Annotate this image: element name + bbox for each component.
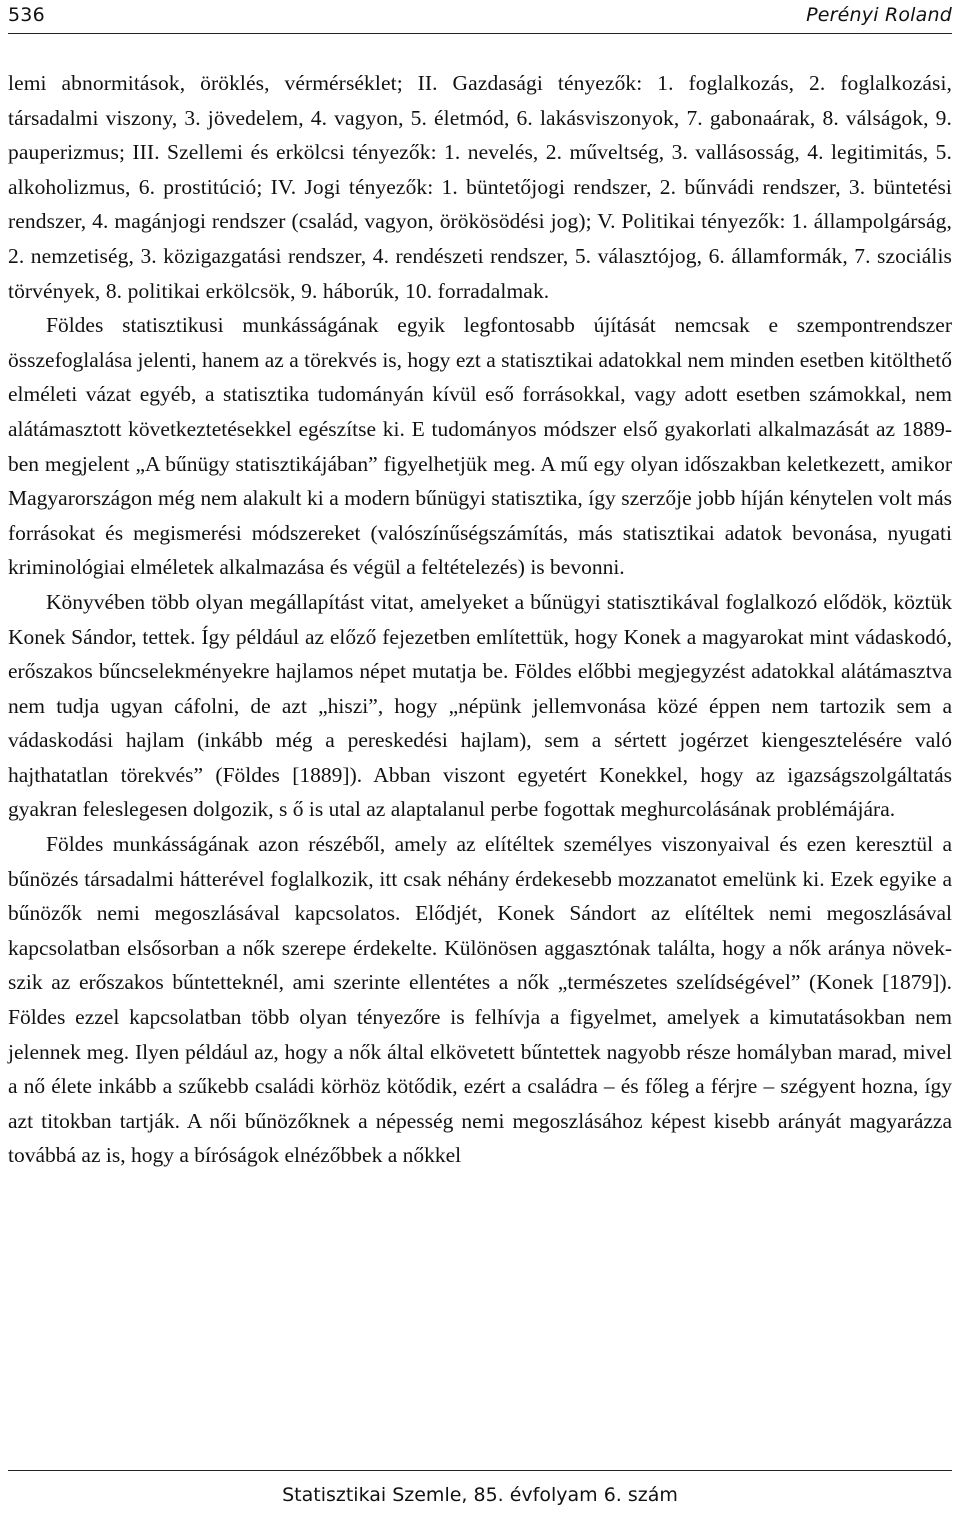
footer-divider [8,1470,952,1471]
journal-footer: Statisztikai Szemle, 85. évfolyam 6. szám [282,1484,678,1506]
paragraph-methodology: Földes statisztikusi munkásságának egyik legfontosabb újítását nemcsak e szempontrendszer összefoglalása jelenti, hanem az a törekvés is, hogy ezt a statisztikai adatokkal nem minden esetben kitölthető elméleti vázat egyéb, a statisztika tudományán kívül eső forrásokkal, vagy adott esetben számokkal, nem alátámasztott következtetésekkel egészítse ki. E tudományos módszer első gyakorlati alkalmazását az 1889-ben megjelent „A bűnügy statisztikájában” figyelhetjük meg. A mű egy olyan időszakban keletkezett, amikor Magyarországon még nem alakult ki a modern bűnügyi statisztika, így szerzője jobb híján kénytelen volt más forrásokat és megismerési módszereket (valószínűségszámítás, más statisztikai adatok bevonása, nyugati kriminológiai elméletek alkalmazása és végül a feltételezés) is bevonni. [8,313,952,580]
paragraph-gender-distribution: Földes munkásságának azon részéből, amely az elítéltek személyes viszonyaival és ezen keresztül a bűnözés társadalmi hátterével foglalkozik, itt csak néhány érdekesebb mozzanatot emelünk ki. Ezek egyike a bűnözők nemi megoszlásával kapcsolatos. Elődjét, Konek Sándort az elítéltek nemi megoszlásával kapcsolatban elsősorban a nők szerepe érdekelte. Különösen aggasztónak találta, hogy a nők aránya növekszik az erőszakos bűntetteknél, ami szerinte ellentétes a nők „természetes szelídségével” (Konek [1879]). Földes ezzel kapcsolatban több olyan tényezőre is felhívja a figyelmet, amelyek a kimutatásokban nem jelennek meg. Ilyen például az, hogy a nők által elkövetett bűntettek nagyobb része homályban marad, mivel a nő élete inkább a szűkebb családi körhöz kötődik, ezért a családra – és főleg a férjre – szégyent hozna, így azt titokban tartják. A női bűnözőknek a népesség nemi megoszlásához képest kisebb arányát magyarázza továbbá az is, hogy a bíróságok elnézőbbek a nőkkel [8,832,952,1168]
running-header [8,0,952,30]
article-body [8,66,952,1173]
paragraph-factor-list: lemi abnormitások, öröklés, vérmérséklet; II. Gazdasági tényezők: 1. foglalkozás, 2. foglalkozási, társadalmi viszony, 3. jövedelem, 4. vagyon, 5. életmód, 6. lakásviszonyok, 7. gabonaárak, 8. válságok, 9. pauperizmus; III. Szellemi és erkölcsi tényezők: 1. nevelés, 2. műveltség, 3. vallásosság, 4. legitimitás, 5. alkoholizmus, 6. prostitúció; IV. Jogi tényezők: 1. büntetőjogi rendszer, 2. bűnvádi rendszer, 3. büntetési rendszer, 4. magánjogi rendszer (család, vagyon, örökösödési jog); V. Politikai tényezők: 1. állampolgárság, 2. nemzetiség, 3. közigazgatási rendszer, 4. rendészeti rendszer, 5. választójog, 6. államformák, 7. szociális törvények, 8. politikai erkölcsök, 9. háborúk, 10. forradalmak. [8,71,952,303]
running-author: Perényi Roland [806,4,952,26]
page-number: 536 [8,4,45,26]
paragraph-konek-debate: Könyvében több olyan megállapítást vitat, amelyeket a bűnügyi statisztikával foglalkozó elődök, köztük Konek Sándor, tettek. Így például az előző fejezetben említettük, hogy Konek a magyarokat mint vádaskodó, erőszakos bűncselekményekre hajlamos népet mutatja be. Földes előbbi megjegyzést adatokkal alátámasztva nem tudja ugyan cáfolni, de azt „hiszi”, hogy „népünk jellemvonása közé éppen nem tartozik sem a vádaskodási hajlam (inkább még a pereskedési hajlam), sem a sértett jogérzet kiengesztelésére való hajthatatlan törekvés” (Földes [1889]). Abban viszont egyetért Konekkel, hogy az igazságszolgáltatás gyakran feleslegesen dolgozik, s ő is utal az alaptalanul perbe fogottak meghurcolásának problémájára. [8,589,952,822]
header-divider [8,33,952,34]
